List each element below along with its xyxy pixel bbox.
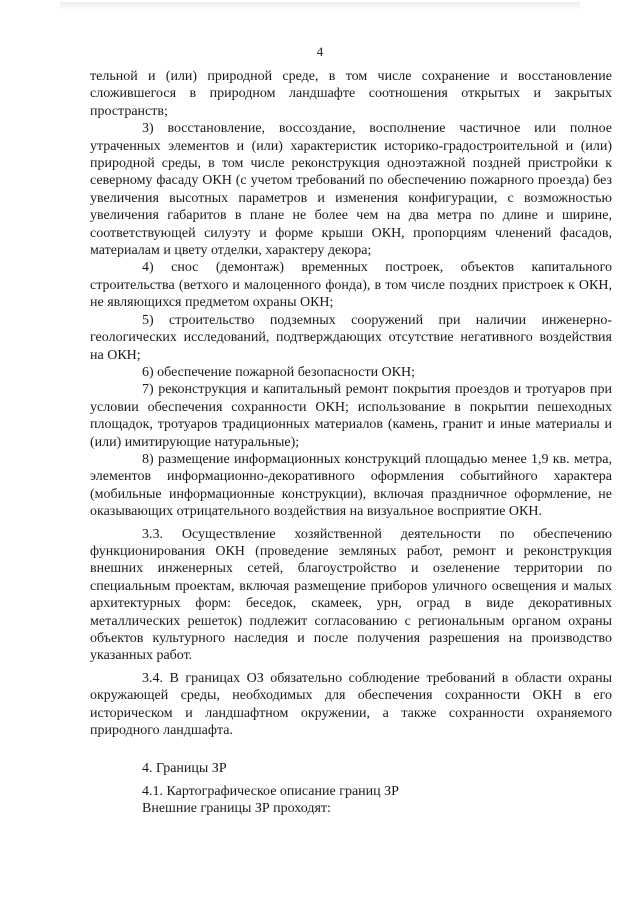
subsection-intro: Внешние границы ЗР проходят:	[142, 801, 331, 817]
paragraph-3-4: 3.4. В границах ОЗ обязательно соблюдение требований в области охраны окружающей среды, необходимых для обеспечения сохранности ОКН в его историческом и ландшафтном окружении, а также сохранности охраняемого природного ландшафта.	[90, 670, 612, 739]
page-number: 4	[316, 44, 324, 59]
document-body	[90, 68, 612, 818]
paragraph-continuation: тельной и (или) природной среде, в том числе сохранение и восстановление сложившегося в природном ландшафте соотношения открытых и закрытых пространств;	[90, 69, 612, 119]
paragraph-item-8: 8) размещение информационных конструкций площадью менее 1,9 кв. метра, элементов информационно-декоративного оформления событийного характера (мобильные информационные конструкции), включая праздничное оформление, не оказывающих отрицательного воздействия на визуальное восприятие ОКН.	[90, 451, 612, 520]
section-heading: 4. Границы ЗР	[142, 761, 227, 777]
paragraph-item-7: 7) реконструкция и капитальный ремонт покрытия проездов и тротуаров при условии обеспечения сохранности ОКН; использование в покрытии пешеходных площадок, тротуаров традиционных материалов (камень, гранит и иные материалы и (или) имитирующие натуральные);	[90, 382, 612, 450]
paragraph-item-6: 6) обеспечение пожарной безопасности ОКН;	[142, 364, 416, 380]
paragraph-item-4: 4) снос (демонтаж) временных построек, объектов капитального строительства (ветхого и малоценного фонда), в том числе поздних пристроек к ОКН, не являющихся предметом охраны ОКН;	[90, 260, 612, 311]
subsection-heading: 4.1. Картографическое описание границ ЗР	[142, 783, 399, 799]
paragraph-3-3: 3.3. Осуществление хозяйственной деятельности по обеспечению функционирования ОКН (проведение земляных работ, ремонт и реконструкция внешних инженерных сетей, благоустройство и озеленение территории по специальным проектам, включая размещение приборов уличного освещения и малых архитектурных форм: беседок, скамеек, урн, оград в виде декоративных металлических решеток) подлежит согласованию с региональным органом охраны объектов культурного наследия и после получения разрешения на производство указанных работ.	[90, 526, 612, 664]
scan-edge-shadow	[60, 2, 580, 10]
paragraph-item-5: 5) строительство подземных сооружений при наличии инженерно-геологических исследований, подтверждающих отсутствие негативного воздействия на ОКН;	[90, 312, 612, 363]
paragraph-item-3: 3) восстановление, воссоздание, восполнение частичное или полное утраченных элементов и (или) характеристик историко-градостроительной и (или) природной среды, в том числе реконструкция одноэтажной поздней пристройки к северному фасаду ОКН (с учетом требований по обеспечению пожарного проезда) без увеличения высотных параметров и изменения конфигурации, с возможностью увеличения габаритов в плане не более чем на два метра по длине и ширине, соответствующей силуэту и форме крыши ОКН, пропорциям членений фасадов, материалам и цвету отделки, характеру декора;	[90, 121, 612, 259]
